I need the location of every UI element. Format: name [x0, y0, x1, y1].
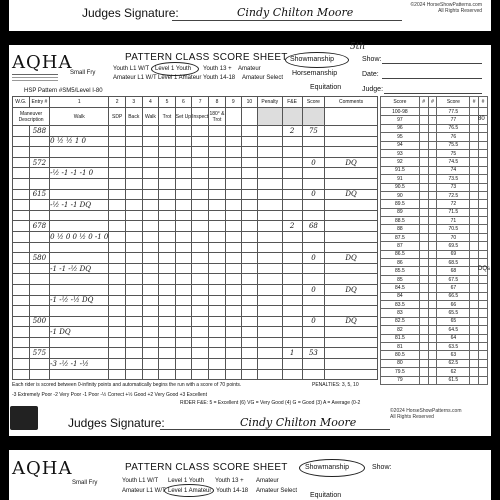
class-youth-l1-wt: Youth L1 W/T — [113, 66, 150, 72]
entry-number: 678 — [29, 221, 50, 232]
entry-number: 580 — [29, 253, 50, 264]
score-table-header: Score # # Score # # — [381, 97, 488, 108]
entry-subrow — [13, 337, 378, 348]
score-table-row — [381, 225, 488, 233]
previous-sheet-strip — [12, 0, 490, 30]
score-cell: 84.5 — [381, 284, 420, 292]
date-line — [382, 78, 482, 79]
score-table-row — [381, 133, 488, 141]
entry-subrow — [13, 369, 378, 380]
score-cell: 87 — [381, 242, 420, 250]
showmanship-option: Showmanship — [290, 56, 334, 63]
score-table-row — [381, 326, 488, 334]
score-value: 75 — [302, 126, 324, 137]
penalties-note: PENALTIES: 3, 5, 10 — [312, 382, 359, 388]
score-cell: 89.5 — [381, 200, 420, 208]
score-table-row — [381, 233, 488, 241]
score-cell: 80 — [381, 359, 420, 367]
score-value: 0 — [302, 316, 324, 327]
score-cell: 69.5 — [437, 242, 470, 250]
score-table-row — [381, 242, 488, 250]
score-cell: 67.5 — [437, 275, 470, 283]
maneuver-scores: -1 -1 -½ DQ — [50, 263, 109, 274]
score-cell: 64.5 — [437, 326, 470, 334]
score-table-row — [381, 175, 488, 183]
score-table-row — [381, 368, 488, 376]
score-table-row — [381, 124, 488, 132]
class-amateur-l1-wt: Amateur L1 W/T — [113, 75, 157, 81]
score-cell: 88 — [381, 225, 420, 233]
score-cell: 86.5 — [381, 250, 420, 258]
comment-value: DQ — [325, 189, 378, 200]
judge-line — [384, 93, 482, 94]
score-table-row — [381, 116, 488, 124]
score-cell: 77.5 — [437, 108, 470, 116]
side-mark-dqs: DQs — [478, 266, 490, 272]
comment-value: DQ — [325, 157, 378, 168]
score-sheet — [10, 44, 490, 432]
score-cell: 70.5 — [437, 225, 470, 233]
score-table-row — [381, 250, 488, 258]
comment-value: DQ — [325, 284, 378, 295]
score-cell: 84 — [381, 292, 420, 300]
entry-number: 615 — [29, 189, 50, 200]
entry-subrow — [13, 147, 378, 158]
score-cell: 89 — [381, 208, 420, 216]
score-cell: 65 — [437, 317, 470, 325]
score-cell: 91.5 — [381, 166, 420, 174]
entry-subrow — [13, 263, 378, 274]
entry-subrow — [13, 231, 378, 242]
entry-subrow — [13, 242, 378, 253]
signature-line-bottom — [160, 429, 390, 430]
score-cell: 69 — [437, 250, 470, 258]
score-value: 0 — [302, 253, 324, 264]
score-cell: 92 — [381, 158, 420, 166]
separator-band-bottom — [0, 436, 500, 450]
copyright-notice: ©2024 HorseShowPatterns.com All Rights Reserved — [410, 2, 482, 14]
show-label-2: Show: — [372, 464, 392, 471]
score-cell: 97 — [381, 116, 420, 124]
entry-number: 500 — [29, 316, 50, 327]
score-cell: 90.5 — [381, 183, 420, 191]
class-amateur-select-2: Amateur Select — [256, 488, 298, 494]
score-table-row — [381, 200, 488, 208]
maneuver-scores: -1 -½ -½ DQ — [50, 295, 109, 306]
score-cell: 71 — [437, 217, 470, 225]
score-table-row — [381, 342, 488, 350]
maneuver-scores: -½ -1 -1 DQ — [50, 200, 109, 211]
comment-value — [325, 221, 378, 232]
score-cell: 66 — [437, 300, 470, 308]
score-cell: 80.5 — [381, 351, 420, 359]
score-cell: 62 — [437, 368, 470, 376]
score-value: 68 — [302, 221, 324, 232]
entry-row — [13, 348, 378, 359]
fe-value — [282, 157, 302, 168]
entry-row — [13, 126, 378, 137]
score-cell: 79 — [381, 376, 420, 384]
score-cell: 96 — [381, 124, 420, 132]
fe-value — [282, 316, 302, 327]
score-table-row — [381, 300, 488, 308]
judges-signature-label-bottom: Judges Signature: — [68, 416, 165, 430]
score-cell: 74.5 — [437, 158, 470, 166]
equitation-option-2: Equitation — [310, 492, 342, 499]
right-black-border — [491, 0, 500, 500]
showmanship-circle-2 — [299, 459, 365, 477]
score-table-row — [381, 208, 488, 216]
score-cell: 72 — [437, 200, 470, 208]
aqha-logo: AQHA — [12, 52, 73, 73]
entry-subrow — [13, 306, 378, 317]
score-cell: 63 — [437, 351, 470, 359]
score-cell: 95 — [381, 133, 420, 141]
judge-label: Judge: — [362, 86, 384, 93]
comment-value — [325, 126, 378, 137]
comment-value: DQ — [325, 253, 378, 264]
score-cell: 76.5 — [437, 124, 470, 132]
score-cell: 82 — [381, 326, 420, 334]
next-score-sheet — [10, 452, 490, 500]
score-cell: 65.5 — [437, 309, 470, 317]
showmanship-option-2: Showmanship — [305, 464, 349, 471]
score-table-row — [381, 149, 488, 157]
score-cell: 71.5 — [437, 208, 470, 216]
score-cell: 85.5 — [381, 267, 420, 275]
score-cell: 74 — [437, 166, 470, 174]
score-table-row — [381, 292, 488, 300]
class-small-fry: Small Fry — [70, 70, 96, 76]
class-amateur: Amateur — [238, 66, 261, 72]
show-line — [382, 63, 482, 64]
judge-signature-bottom: Cindy Chilton Moore — [240, 416, 357, 429]
entry-row — [13, 157, 378, 168]
maneuver-scores: 0 ½ ½ 1 0 — [50, 136, 109, 147]
grid-header-row: W.G. Entry # 1 2 3 4 5 6 7 8 9 10 Penalty F&E Score Comments — [13, 97, 378, 108]
score-table-row — [381, 275, 488, 283]
score-table-row — [381, 334, 488, 342]
class-level1-youth: Level 1 Youth — [155, 66, 192, 72]
class-level1-amateur: Level 1 Amateur — [158, 75, 202, 81]
score-cell: 83 — [381, 309, 420, 317]
score-cell: 68 — [437, 267, 470, 275]
class-amateur-l1-wt-2: Amateur L1 W/T — [122, 488, 166, 494]
score-table-row — [381, 359, 488, 367]
showmanship-circle — [285, 52, 349, 68]
score-cell: 83.5 — [381, 300, 420, 308]
class-amateur-select: Amateur Select — [242, 75, 284, 81]
maneuver-scores: -½ -1 -1 -1 0 — [50, 168, 109, 179]
score-table-row — [381, 108, 488, 116]
score-cell: 67 — [437, 284, 470, 292]
entry-row — [13, 284, 378, 295]
entry-subrow — [13, 178, 378, 189]
comment-value: DQ — [325, 316, 378, 327]
sheet-title-2: PATTERN CLASS SCORE SHEET — [125, 462, 288, 473]
score-cell: 76 — [437, 133, 470, 141]
score-table-row — [381, 191, 488, 199]
score-table-row — [381, 259, 488, 267]
entry-subrow — [13, 168, 378, 179]
fe-value: 1 — [282, 348, 302, 359]
comment-value — [325, 348, 378, 359]
class-youth-14-18-2: Youth 14-18 — [216, 488, 249, 494]
score-table-row — [381, 183, 488, 191]
fe-value: 2 — [282, 221, 302, 232]
class-youth-13-2: Youth 13 + — [215, 478, 244, 484]
entry-subrow — [13, 136, 378, 147]
score-cell: 64 — [437, 334, 470, 342]
entry-row — [13, 253, 378, 264]
score-table-row — [381, 141, 488, 149]
logo-subtext — [12, 74, 58, 85]
fe-scale: RIDER F&E: 5 = Excellent (6) VG = Very Good (4) G = Good (3) A = Average (0-2 — [180, 400, 361, 406]
aqha-logo-2: AQHA — [12, 458, 73, 479]
entry-number: 588 — [29, 126, 50, 137]
fe-value — [282, 253, 302, 264]
entry-subrow — [13, 274, 378, 285]
equitation-option: Equitation — [310, 84, 342, 91]
score-table-row — [381, 158, 488, 166]
score-cell: 85 — [381, 275, 420, 283]
score-cell: 81 — [381, 342, 420, 350]
judges-signature-label: Judges Signature: — [82, 6, 179, 20]
separator-band-top — [0, 31, 500, 45]
score-table-row — [381, 284, 488, 292]
class-level1-youth-2: Level 1 Youth — [168, 478, 205, 484]
score-cell: 88.5 — [381, 217, 420, 225]
score-value: 53 — [302, 348, 324, 359]
entry-number — [29, 284, 50, 295]
entry-row — [13, 189, 378, 200]
score-cell: 70 — [437, 233, 470, 241]
score-cell: 90 — [381, 191, 420, 199]
circled-selection — [151, 62, 199, 76]
horsemanship-option: Horsemanship — [292, 70, 338, 77]
fe-value: 2 — [282, 126, 302, 137]
score-value: 0 — [302, 284, 324, 295]
score-cell: 73 — [437, 183, 470, 191]
show-label: Show: — [362, 56, 382, 63]
score-cell: 91 — [381, 175, 420, 183]
score-conversion-table — [380, 96, 488, 385]
fe-value — [282, 189, 302, 200]
score-value: 0 — [302, 189, 324, 200]
entry-row — [13, 316, 378, 327]
score-cell: 72.5 — [437, 191, 470, 199]
score-cell: 79.5 — [381, 368, 420, 376]
score-cell: 93 — [381, 149, 420, 157]
circled-selection-2 — [164, 484, 214, 497]
stapler-clip — [10, 406, 38, 430]
entry-row — [13, 221, 378, 232]
class-small-fry-2: Small Fry — [72, 480, 98, 486]
entry-subrow — [13, 359, 378, 370]
fe-value — [282, 284, 302, 295]
pattern-label: HSP Pattern #SM5/Level I-80 — [24, 88, 103, 94]
score-cell: 94 — [381, 141, 420, 149]
left-black-border — [0, 0, 9, 500]
class-youth-14-18: Youth 14-18 — [203, 75, 236, 81]
score-cell: 63.5 — [437, 342, 470, 350]
class-amateur-2: Amateur — [256, 478, 279, 484]
entry-number: 575 — [29, 348, 50, 359]
sheet-title: PATTERN CLASS SCORE SHEET — [125, 52, 288, 63]
footer-copyright: ©2024 HorseShowPatterns.com All Rights Reserved — [390, 408, 462, 420]
score-cell: 100-98 — [381, 108, 420, 116]
maneuver-row: Maneuver Description Walk SDP Back Walk Trot Set Up Inspect 180° & Trot — [13, 108, 378, 126]
score-table-row — [381, 267, 488, 275]
score-table-row — [381, 217, 488, 225]
entry-subrow — [13, 327, 378, 338]
score-cell: 73.5 — [437, 175, 470, 183]
score-cell: 66.5 — [437, 292, 470, 300]
maneuver-scores: -1 DQ — [50, 327, 109, 338]
class-youth-l1-wt-2: Youth L1 W/T — [122, 478, 159, 484]
footer-note: Each rider is scored between 0-infinity points and automatically begins the run with a score of 70 points. — [12, 382, 242, 388]
class-youth-13: Youth 13 + — [203, 66, 232, 72]
score-cell: 75.5 — [437, 141, 470, 149]
date-label: Date: — [362, 71, 379, 78]
score-cell: 68.5 — [437, 259, 470, 267]
score-cell: 61.5 — [437, 376, 470, 384]
score-cell: 82.5 — [381, 317, 420, 325]
score-cell: 86 — [381, 259, 420, 267]
score-cell: 77 — [437, 116, 470, 124]
maneuver-scale: -3 Extremely Poor -2 Very Poor -1 Poor -½ Correct +½ Good +2 Very Good +3 Excellent — [12, 392, 207, 398]
entry-subrow — [13, 295, 378, 306]
score-table-row — [381, 317, 488, 325]
scoring-grid — [12, 96, 378, 380]
score-cell: 87.5 — [381, 233, 420, 241]
maneuver-scores: -3 -½ -1 -½ — [50, 359, 109, 370]
judge-signature: Cindy Chilton Moore — [237, 6, 354, 19]
score-table-row — [381, 376, 488, 384]
handwritten-placing: 5th — [350, 42, 366, 52]
signature-line — [172, 20, 402, 21]
score-table-row — [381, 309, 488, 317]
score-cell: 62.5 — [437, 359, 470, 367]
maneuver-scores: 0 ½ 0 0 ½ 0 -1 0 — [50, 232, 109, 241]
entry-subrow — [13, 210, 378, 221]
score-cell: 81.5 — [381, 334, 420, 342]
score-cell: 75 — [437, 149, 470, 157]
score-table-row — [381, 166, 488, 174]
score-value: 0 — [302, 157, 324, 168]
side-mark-80: 80 — [478, 116, 485, 122]
score-table-row — [381, 351, 488, 359]
entry-number: 572 — [29, 157, 50, 168]
class-level1-amateur-2: Level 1 Amateur — [168, 488, 212, 494]
entry-subrow — [13, 200, 378, 211]
